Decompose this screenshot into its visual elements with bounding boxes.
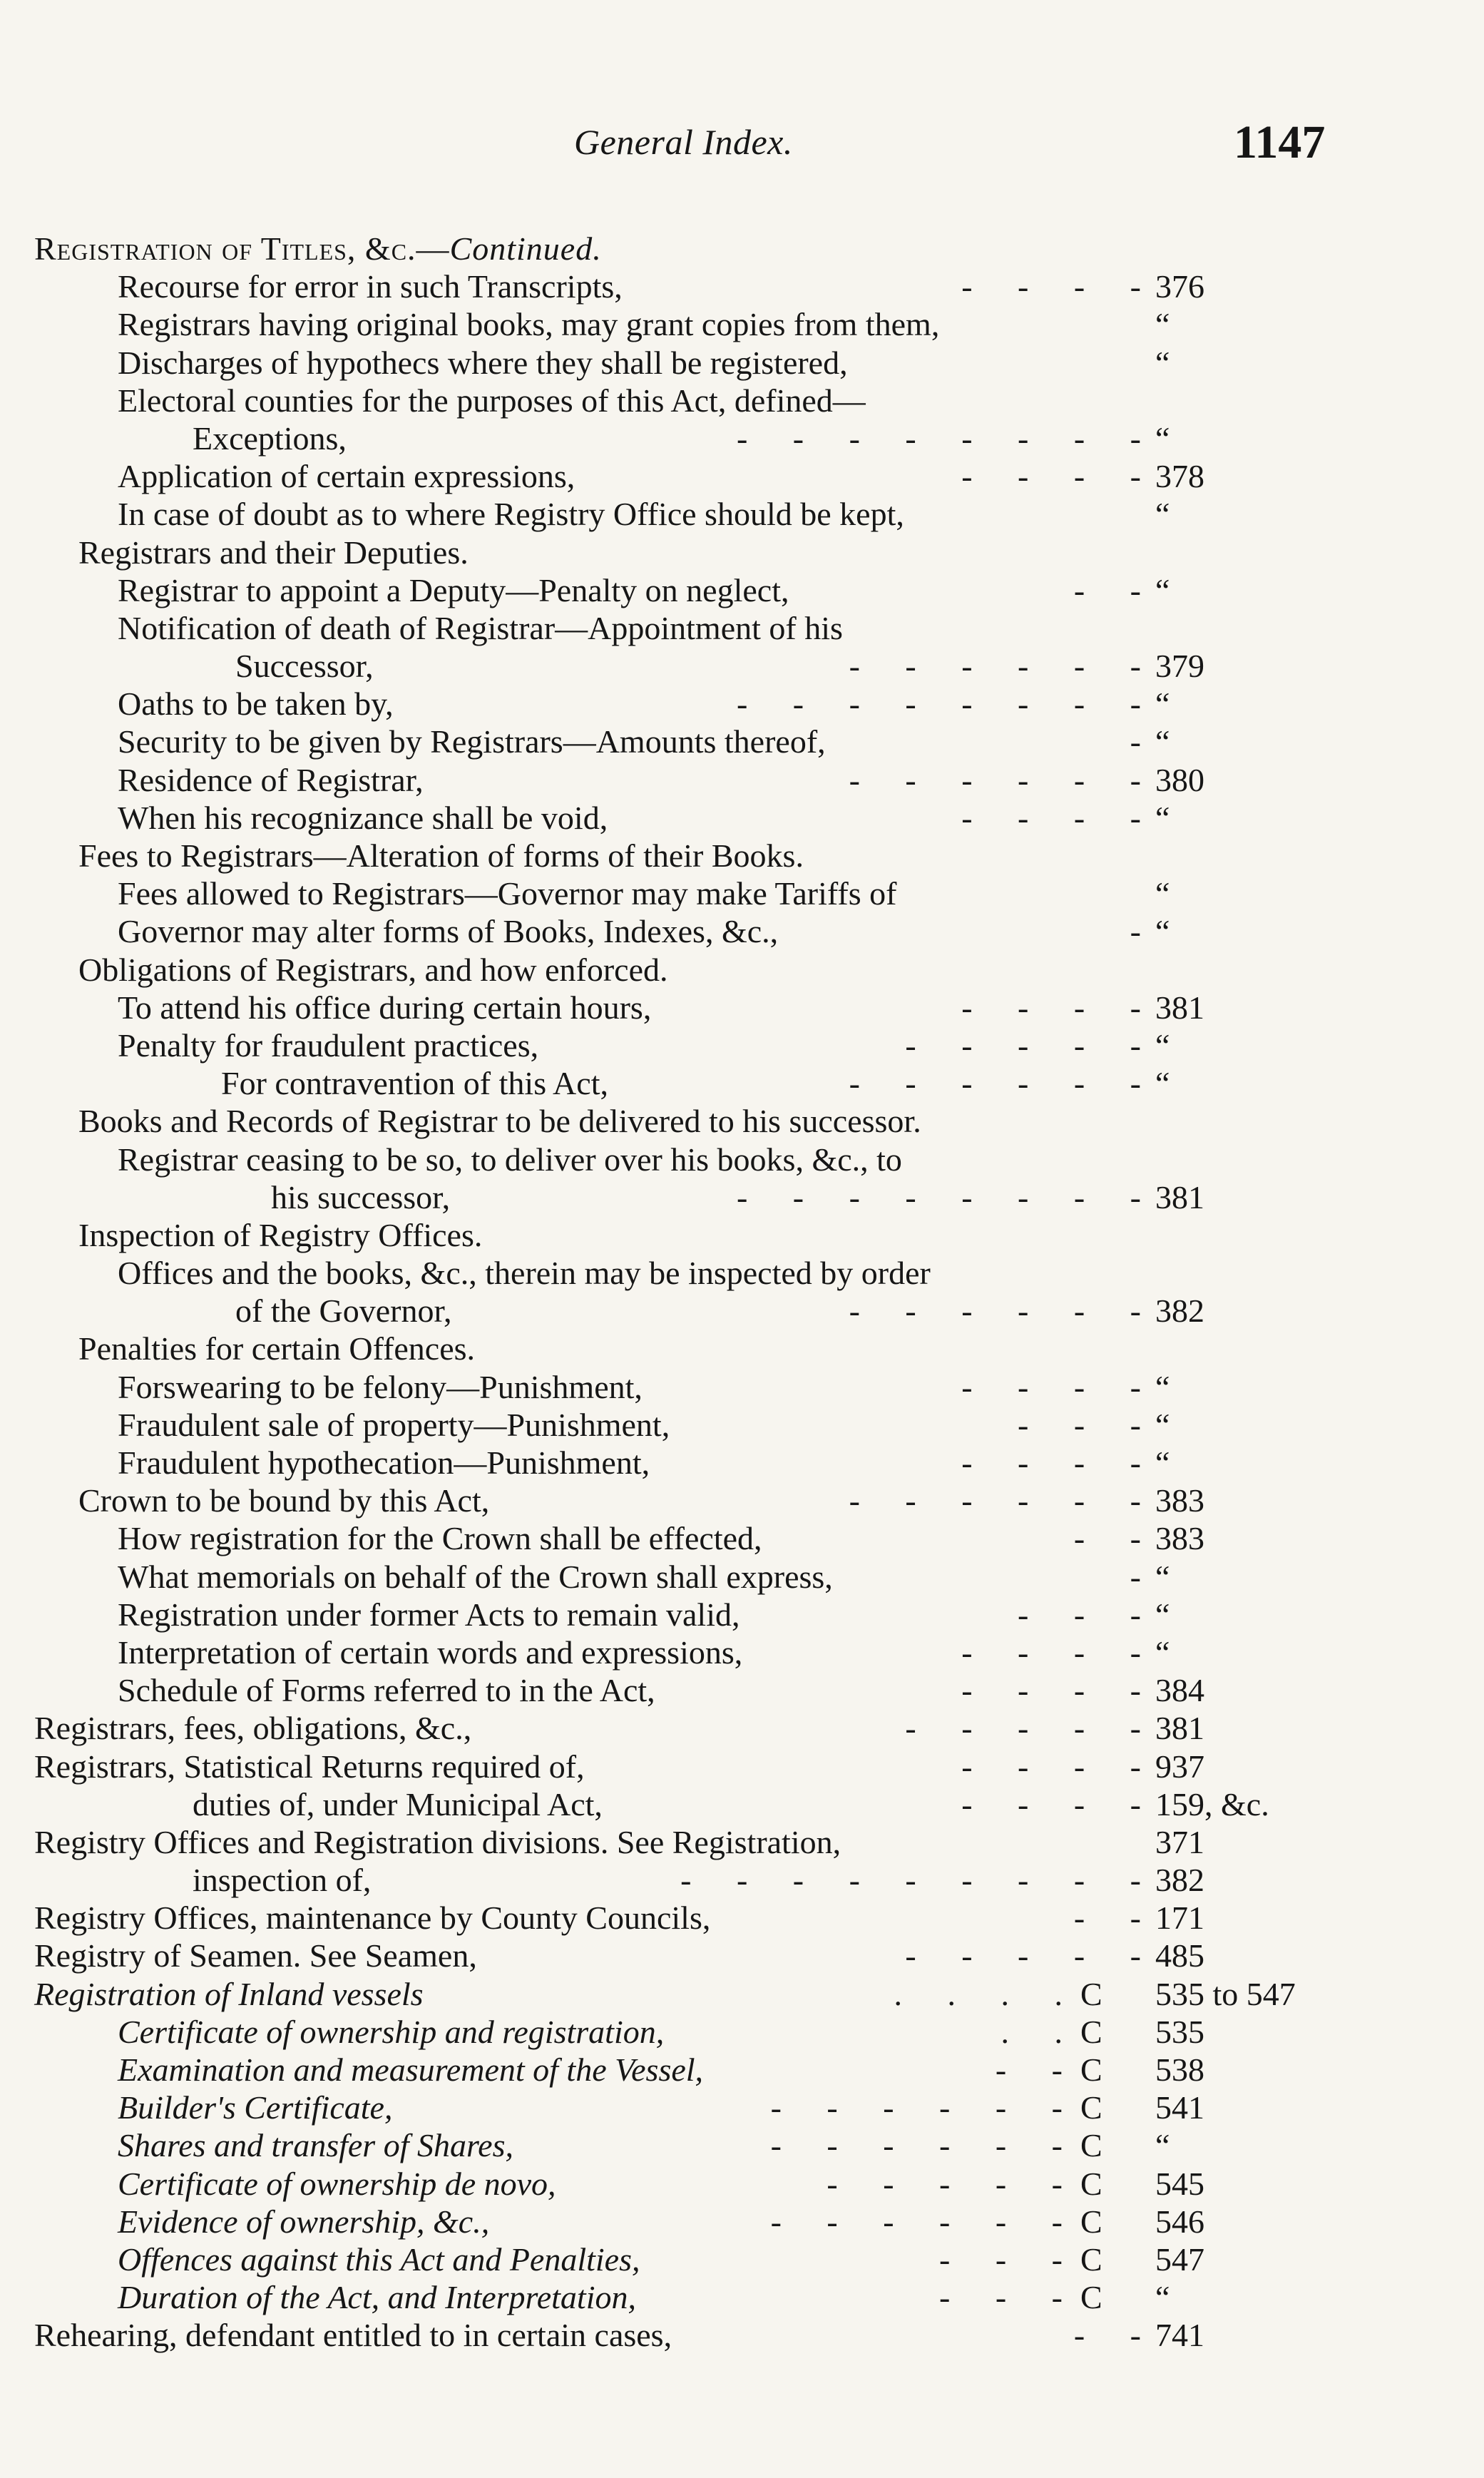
index-entry [0,875,1484,912]
entry-text: How registration for the Crown shall be effected, [118,1520,762,1557]
page-reference: “ [1155,723,1170,760]
page-reference: “ [1155,913,1170,950]
index-entry [0,419,1484,457]
page-reference: 159, &c. [1155,1785,1269,1822]
page-reference: “ [1155,571,1170,608]
entry-text: Oaths to be taken by, [118,685,394,723]
page-reference: 545 [1155,2165,1204,2202]
entry-text: Exceptions, [193,419,347,457]
index-entry [0,799,1484,837]
leader-dashes: - - - - - - [849,1292,1141,1330]
leader-dashes: - - - - - - - - [736,685,1141,723]
page-reference: 382 [1155,1862,1204,1899]
entry-text: Fraudulent sale of property—Punishment, [118,1406,670,1443]
leader-dashes: . . [1001,2013,1063,2050]
leader-dashes: - - - - - - [849,1482,1141,1519]
page-reference: 546 [1155,2203,1204,2240]
index-entry [0,457,1484,495]
entry-text: Schedule of Forms referred to in the Act, [118,1672,655,1709]
page-reference: “ [1155,875,1170,912]
page-reference: 541 [1155,2089,1204,2126]
index-entry [0,989,1484,1026]
entry-text: Fees allowed to Registrars—Governor may make Tariffs of [118,875,897,912]
page-reference: 535 [1155,2013,1204,2050]
index-entry [0,647,1484,685]
entry-text: To attend his office during certain hours, [118,989,652,1026]
leader-dashes: - - - - - - [849,1065,1141,1102]
page-reference: 383 [1155,1520,1204,1557]
page-reference: “ [1155,1406,1170,1443]
leader-dashes: - - - - - - - - [736,1178,1141,1215]
index-entry [0,1861,1484,1899]
page-reference: “ [1155,1633,1170,1671]
index-entry [0,912,1484,950]
leader-dashes: - - - - [961,1633,1141,1671]
leader-dashes: - - - - [961,458,1141,495]
index-entry [0,2165,1484,2203]
leader-dashes: - - - - [961,1672,1141,1709]
series-letter: C [1080,2013,1102,2050]
index-entry [0,761,1484,799]
index-entry [0,1406,1484,1444]
index-entry [0,685,1484,723]
index-entry [0,2278,1484,2316]
index-entry [0,837,1484,875]
index-entry [0,2316,1484,2354]
leader-dashes: - - [1073,1900,1141,1937]
index-entry [0,1482,1484,1519]
series-letter: C [1080,2089,1102,2126]
entry-text: Evidence of ownership, &c., [118,2203,490,2240]
leader-dashes: - - - - - [905,1710,1141,1747]
entry-text: Successor, [235,648,374,685]
entry-text: Registration of Inland vessels [34,1975,424,2012]
entry-text: Certificate of ownership and registration, [118,2013,665,2050]
entry-text: Security to be given by Registrars—Amounts thereof, [118,723,826,760]
page-reference: “ [1155,1065,1170,1102]
index-entry [0,2051,1484,2089]
entry-text: Obligations of Registrars, and how enforced. [78,951,668,988]
page-reference: 378 [1155,458,1204,495]
index-entry [0,495,1484,533]
page-reference: 376 [1155,268,1204,305]
page-reference: “ [1155,1026,1170,1064]
entry-text: Governor may alter forms of Books, Indexes, &c., [118,913,779,950]
page-reference: 371 [1155,1823,1204,1860]
entry-text: Application of certain expressions, [118,458,575,495]
leader-dashes: - - - [939,2279,1063,2316]
entry-text: Registry Offices and Registration divisions. See Registration, [34,1823,841,1860]
leader-dashes: - - - - - - [770,2203,1063,2240]
leader-dashes: - [1130,913,1141,950]
page-reference: 384 [1155,1672,1204,1709]
index-entries [0,230,1484,2355]
leader-dashes: - - - - [961,799,1141,836]
entry-text: Discharges of hypothecs where they shall be registered, [118,344,848,381]
leader-dashes: - - - - - [905,1937,1141,1974]
entry-text: Crown to be bound by this Act, [78,1482,490,1519]
page-reference: “ [1155,306,1170,343]
index-entry [0,2126,1484,2164]
entry-text: duties of, under Municipal Act, [193,1785,603,1822]
entry-text: Offices and the books, &c., therein may be inspected by order [118,1255,931,1292]
index-entry [0,1292,1484,1330]
series-letter: C [1080,2240,1102,2278]
index-entry [0,1178,1484,1216]
entry-text: Registrar ceasing to be so, to deliver over his books, &c., to [118,1141,902,1178]
index-entry [0,2013,1484,2051]
entry-text: inspection of, [193,1862,372,1899]
leader-dashes: - - - - [961,1748,1141,1785]
leader-dashes: - - - - [961,1785,1141,1822]
index-entry [0,1141,1484,1178]
index-entry [0,1975,1484,2013]
entry-text: Registrars having original books, may grant copies from them, [118,306,940,343]
index-entry [0,1937,1484,1974]
leader-dashes: . . . . [894,1975,1063,2012]
entry-text: Residence of Registrar, [118,761,424,798]
index-entry [0,1444,1484,1482]
leader-dashes: - [1130,1558,1141,1595]
page-reference: “ [1155,799,1170,836]
entry-text: Electoral counties for the purposes of this Act, defined— [118,382,866,419]
index-entry [0,1254,1484,1292]
page-number: 1147 [1234,116,1326,168]
index-entry [0,382,1484,419]
series-letter: C [1080,2127,1102,2164]
running-header [0,116,1484,178]
index-entry [0,1671,1484,1709]
series-letter: C [1080,2165,1102,2202]
leader-dashes: - - - - - - [849,648,1141,685]
page-reference: 547 [1155,2240,1204,2278]
index-entry [0,1709,1484,1747]
leader-dashes: - - - [939,2240,1063,2278]
entry-text: Shares and transfer of Shares, [118,2127,513,2164]
entry-text: Penalties for certain Offences. [78,1330,476,1367]
entry-text: Builder's Certificate, [118,2089,393,2126]
index-entry [0,305,1484,343]
entry-text: Registry of Seamen. See Seamen, [34,1937,477,1974]
leader-dashes: - - - - - - - - - [680,1862,1141,1899]
series-letter: C [1080,2203,1102,2240]
index-entry [0,1216,1484,1254]
page-reference: 535 to 547 [1155,1975,1296,2012]
page-reference: “ [1155,2279,1170,2316]
entry-text: Duration of the Act, and Interpretation, [118,2279,636,2316]
index-entry [0,267,1484,305]
entry-text: For contravention of this Act, [221,1065,608,1102]
leader-dashes: - - [1073,1520,1141,1557]
index-entry [0,1368,1484,1406]
entry-text: Registrars, Statistical Returns required of, [34,1748,585,1785]
page-reference: 171 [1155,1900,1204,1937]
page-reference: “ [1155,1368,1170,1405]
index-entry [0,230,1484,267]
entry-text: Interpretation of certain words and expressions, [118,1633,743,1671]
leader-dashes: - - - [1018,1596,1141,1633]
entry-text: What memorials on behalf of the Crown shall express, [118,1558,833,1595]
index-entry [0,1596,1484,1633]
leader-dashes: - - - - [961,989,1141,1026]
index-entry [0,534,1484,571]
index-entry [0,2089,1484,2126]
index-entry [0,951,1484,989]
index-entry [0,1823,1484,1861]
entry-text: Registrars and their Deputies. [78,534,469,571]
index-entry [0,1785,1484,1823]
entry-text: Recourse for error in such Transcripts, [118,268,623,305]
page-reference: 381 [1155,1178,1204,1215]
leader-dashes: - - [1073,2317,1141,2354]
index-entry [0,1748,1484,1785]
page-reference: “ [1155,1558,1170,1595]
index-entry [0,1330,1484,1367]
leader-dashes: - [1130,723,1141,760]
page-reference: 383 [1155,1482,1204,1519]
page-reference: 937 [1155,1748,1204,1785]
series-letter: C [1080,2051,1102,2088]
running-title: General Index. [574,122,793,162]
page-reference: “ [1155,1444,1170,1481]
entry-text: Fees to Registrars—Alteration of forms of their Books. [78,837,804,874]
page-reference: 538 [1155,2051,1204,2088]
page-reference: “ [1155,344,1170,381]
entry-text: Examination and measurement of the Vessel, [118,2051,704,2088]
index-entry [0,2203,1484,2240]
entry-text: Books and Records of Registrar to be delivered to his successor. [78,1103,921,1140]
leader-dashes: - - - - - - [770,2089,1063,2126]
leader-dashes: - - - - [961,1368,1141,1405]
page-reference: 381 [1155,989,1204,1026]
entry-text: Penalty for fraudulent practices, [118,1026,539,1064]
leader-dashes: - - - [1018,1406,1141,1443]
entry-text: Notification of death of Registrar—Appointment of his [118,609,843,646]
leader-dashes: - - - - [961,268,1141,305]
section-heading: Registration of Titles, &c.—Continued. [34,230,602,267]
entry-text: Rehearing, defendant entitled to in certain cases, [34,2317,672,2354]
page-reference: 380 [1155,761,1204,798]
page-reference: “ [1155,1596,1170,1633]
leader-dashes: - - - - - - - - [736,419,1141,457]
index-entry [0,1633,1484,1671]
index-entry [0,1026,1484,1064]
leader-dashes: - - - - - [905,1026,1141,1064]
index-entry [0,1519,1484,1557]
entry-text: Registrars, fees, obligations, &c., [34,1710,472,1747]
index-entry [0,1064,1484,1102]
entry-text: Registration under former Acts to remain valid, [118,1596,740,1633]
leader-dashes: - - [1073,571,1141,608]
entry-text: Inspection of Registry Offices. [78,1216,483,1253]
entry-text: Offences against this Act and Penalties, [118,2240,640,2278]
page-reference: “ [1155,685,1170,723]
series-letter: C [1080,2279,1102,2316]
entry-text: his successor, [271,1178,451,1215]
index-entry [0,723,1484,760]
leader-dashes: - - - - - [827,2165,1063,2202]
entry-text: Fraudulent hypothecation—Punishment, [118,1444,650,1481]
index-entry [0,1899,1484,1937]
index-entry [0,2240,1484,2278]
page-reference: 741 [1155,2317,1204,2354]
index-entry [0,1558,1484,1596]
entry-text: of the Governor, [235,1292,452,1330]
entry-text: Certificate of ownership de novo, [118,2165,556,2202]
page-reference: “ [1155,496,1170,533]
entry-text: Registry Offices, maintenance by County Councils, [34,1900,711,1937]
leader-dashes: - - - - - - [770,2127,1063,2164]
leader-dashes: - - - - - - [849,761,1141,798]
index-entry [0,571,1484,609]
page-reference: 381 [1155,1710,1204,1747]
index-entry [0,344,1484,382]
entry-text: Registrar to appoint a Deputy—Penalty on neglect, [118,571,789,608]
index-entry [0,1102,1484,1140]
entry-text: When his recognizance shall be void, [118,799,608,836]
series-letter: C [1080,1975,1102,2012]
leader-dashes: - - - - [961,1444,1141,1481]
page-reference: 382 [1155,1292,1204,1330]
page-reference: 485 [1155,1937,1204,1974]
page-reference: 379 [1155,648,1204,685]
leader-dashes: - - [995,2051,1063,2088]
entry-text: Forswearing to be felony—Punishment, [118,1368,643,1405]
page-reference: “ [1155,419,1170,457]
page-reference: “ [1155,2127,1170,2164]
entry-text: In case of doubt as to where Registry Office should be kept, [118,496,904,533]
index-entry [0,609,1484,647]
